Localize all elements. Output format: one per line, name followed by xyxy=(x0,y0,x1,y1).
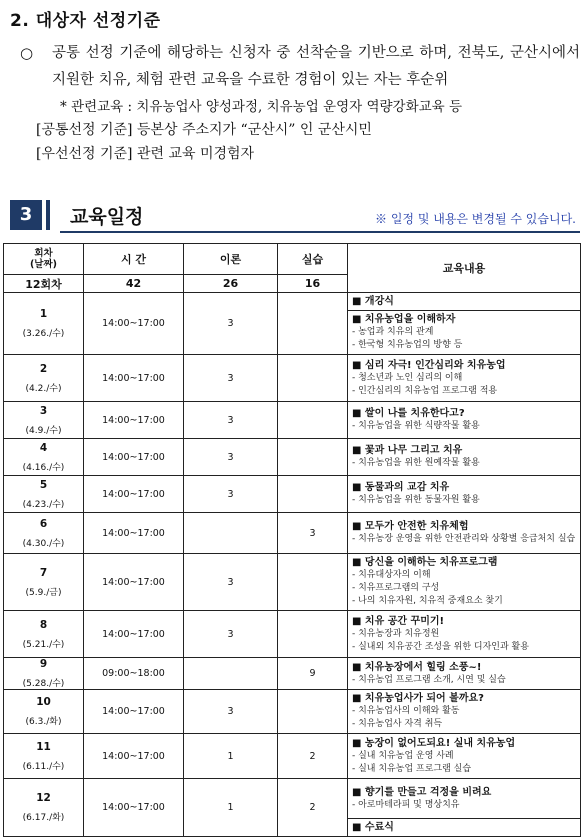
content-item: - 치유프로그램의 구성 xyxy=(352,583,440,593)
content-title: ■ 모두가 안전한 치유체험 xyxy=(352,521,469,532)
session-number: 10 xyxy=(36,696,51,708)
session-date: (5.28./수) xyxy=(22,679,65,689)
session-cell-3 xyxy=(4,402,84,439)
session-content xyxy=(348,554,581,611)
session-number: 6 xyxy=(39,517,48,530)
content-item: - 실내외 치유공간 조성을 위한 디자인과 활용 xyxy=(352,641,529,652)
header-time: 시 간 xyxy=(84,244,184,275)
session-date: (4.9./수) xyxy=(25,425,62,436)
section-number-badge: 3 xyxy=(10,200,42,230)
content-title: ■ 치유 공간 꾸미기! xyxy=(352,615,445,627)
session-number: 5 xyxy=(39,478,48,491)
session-date: (5.9./금) xyxy=(25,587,62,598)
session-theory xyxy=(184,513,278,554)
content-item: - 청소년과 노인 심리의 이해 xyxy=(352,372,463,383)
session-theory: 3 xyxy=(184,476,278,513)
session-time: 14:00~17:00 xyxy=(84,439,184,476)
session-practice xyxy=(278,355,348,402)
content-title: ■ 심리 자극! 인간심리와 치유농업 xyxy=(352,359,506,371)
content-item: - 치유농장과 치유정원 xyxy=(352,628,440,639)
session-date: (4.16./수) xyxy=(22,462,65,473)
session-theory xyxy=(184,658,278,690)
session-date: (6.11./수) xyxy=(22,761,65,772)
schedule-section-header xyxy=(0,198,584,234)
header-theory: 이론 xyxy=(184,244,278,275)
session-content xyxy=(348,513,581,554)
session-cell-7 xyxy=(4,554,84,611)
session-time: 14:00~17:00 xyxy=(84,554,184,611)
content-item: - 치유농업 프로그램 소개, 시연 및 실습 xyxy=(352,674,506,685)
session-time: 14:00~17:00 xyxy=(84,293,184,355)
content-title: ■ 치유농장에서 힐링 소풍~! xyxy=(352,661,482,673)
session-theory: 3 xyxy=(184,402,278,439)
session-date: (6.3./화) xyxy=(25,717,62,727)
related-education-note: * 관련교육 : 치유농업사 양성과정, 치유농업 운영자 역량강화교육 등 xyxy=(60,99,463,115)
content-title: ■ 쌀이 나를 치유한다고? xyxy=(352,408,465,419)
header-content: 교육내용 xyxy=(348,244,581,293)
content-item: - 농업과 치유의 관계 xyxy=(352,327,434,337)
session-content xyxy=(348,476,581,513)
session-practice: 9 xyxy=(278,658,348,690)
session-content xyxy=(348,439,581,476)
content-title: ■ 당신을 이해하는 치유프로그램 xyxy=(352,557,498,568)
session-practice xyxy=(278,293,348,355)
session-content xyxy=(348,611,581,658)
session-theory: 3 xyxy=(184,690,278,734)
session-number: 12 xyxy=(36,792,51,804)
session-number: 9 xyxy=(39,658,48,670)
session-content xyxy=(348,311,581,355)
session-number: 1 xyxy=(39,308,48,320)
opening-row xyxy=(4,293,581,311)
session-date: (4.30./수) xyxy=(22,538,65,549)
total-hours: 42 xyxy=(84,275,184,293)
session-date: (3.26./수) xyxy=(22,329,65,339)
session-practice xyxy=(278,476,348,513)
session-content xyxy=(348,734,581,779)
session-time: 14:00~17:00 xyxy=(84,402,184,439)
content-item: - 치유농업사의 이해와 활동 xyxy=(352,706,460,716)
session-cell-6 xyxy=(4,513,84,554)
session-time: 14:00~17:00 xyxy=(84,513,184,554)
session-content xyxy=(348,779,581,819)
session-date: (6.17./화) xyxy=(22,813,65,823)
session-cell-1 xyxy=(4,293,84,355)
header-practice: 실습 xyxy=(278,244,348,275)
total-practice: 16 xyxy=(278,275,348,293)
circle-bullet-icon: ○ xyxy=(20,44,34,62)
schedule-table xyxy=(3,243,581,837)
session-number: 3 xyxy=(39,404,48,417)
session-theory: 3 xyxy=(184,355,278,402)
content-item: - 아로마테라피 및 명상치유 xyxy=(352,799,460,810)
session-number: 11 xyxy=(36,740,51,753)
table-row xyxy=(4,658,581,690)
common-criteria: [공통선정 기준] 등본상 주소지가 “군산시” 인 군산시민 xyxy=(36,122,372,138)
session-time: 09:00~18:00 xyxy=(84,658,184,690)
content-title: ■ 꽃과 나무 그리고 치유 xyxy=(352,445,463,456)
session-content xyxy=(348,402,581,439)
opening-ceremony xyxy=(348,293,581,311)
session-time: 14:00~17:00 xyxy=(84,690,184,734)
session-number: 2 xyxy=(39,362,48,375)
session-content xyxy=(348,355,581,402)
session-content xyxy=(348,658,581,690)
table-row xyxy=(4,734,581,779)
session-practice xyxy=(278,611,348,658)
section-underline xyxy=(60,231,580,233)
content-item: - 치유농장 운영을 위한 안전관리와 상황별 응급처치 실습 xyxy=(352,534,576,544)
section-heading: 2. 대상자 선정기준 xyxy=(10,11,161,31)
session-time: 14:00~17:00 xyxy=(84,476,184,513)
session-theory: 3 xyxy=(184,439,278,476)
session-cell-9 xyxy=(4,658,84,690)
session-theory: 3 xyxy=(184,293,278,355)
session-theory: 1 xyxy=(184,779,278,837)
content-title: ■ 치유농업을 이해하자 xyxy=(352,314,456,325)
content-item: - 치유농업을 위한 동물자원 활용 xyxy=(352,495,480,505)
content-item: - 치유대상자의 이해 xyxy=(352,570,431,580)
closing-label: ■ 수료식 xyxy=(352,822,394,833)
section-title: 교육일정 xyxy=(70,206,144,228)
table-row xyxy=(4,554,581,611)
session-time: 14:00~17:00 xyxy=(84,611,184,658)
table-row xyxy=(4,476,581,513)
header-session: 회차 (날짜) xyxy=(4,244,84,275)
table-row xyxy=(4,439,581,476)
criteria-paragraph xyxy=(10,40,580,94)
session-time: 14:00~17:00 xyxy=(84,779,184,837)
table-row xyxy=(4,513,581,554)
content-item: - 실내 치유농업 운영 사례 xyxy=(352,750,454,761)
session-practice: 3 xyxy=(278,513,348,554)
content-title: ■ 향기를 만들고 걱정을 비려요 xyxy=(352,786,492,798)
session-cell-4 xyxy=(4,439,84,476)
content-title: ■ 동물과의 교감 치유 xyxy=(352,482,450,493)
session-number: 7 xyxy=(39,566,48,579)
table-row xyxy=(4,402,581,439)
table-row xyxy=(4,355,581,402)
session-practice xyxy=(278,690,348,734)
table-row xyxy=(4,611,581,658)
session-theory: 1 xyxy=(184,734,278,779)
session-date: (5.21./수) xyxy=(22,639,65,650)
content-title: ■ 치유농업사가 되어 볼까요? xyxy=(352,693,484,704)
content-item: - 실내 치유농업 프로그램 실습 xyxy=(352,763,472,774)
table-header-row xyxy=(4,244,581,275)
session-content xyxy=(348,690,581,734)
table-row xyxy=(4,690,581,734)
session-cell-11 xyxy=(4,734,84,779)
total-theory: 26 xyxy=(184,275,278,293)
priority-criteria: [우선선정 기준] 관련 교육 미경험자 xyxy=(36,146,255,162)
session-time: 14:00~17:00 xyxy=(84,734,184,779)
session-cell-5 xyxy=(4,476,84,513)
session-cell-10 xyxy=(4,690,84,734)
selection-criteria-section xyxy=(10,6,580,166)
session-cell-2 xyxy=(4,355,84,402)
criteria-text: 공통 선정 기준에 해당하는 신청자 중 선착순을 기반으로 하며, 전북도, 군산시에서 지원한 치유, 체험 관련 교육을 수료한 경험이 있는 자는 후순위 xyxy=(52,45,580,88)
content-item: - 인간심리의 치유농업 프로그램 적용 xyxy=(352,385,498,396)
session-practice xyxy=(278,439,348,476)
content-title: ■ 농장이 없어도되요! 실내 치유농업 xyxy=(352,737,516,749)
session-cell-12 xyxy=(4,779,84,837)
table-row xyxy=(4,779,581,819)
session-practice: 2 xyxy=(278,734,348,779)
session-theory: 3 xyxy=(184,554,278,611)
session-number: 8 xyxy=(39,618,48,631)
section-divider-bar xyxy=(46,200,50,230)
content-item: - 치유농업을 위한 식량작물 활용 xyxy=(352,421,480,431)
opening-label: ■ 개강식 xyxy=(352,296,394,307)
session-practice xyxy=(278,554,348,611)
session-theory: 3 xyxy=(184,611,278,658)
content-item: - 치유농업을 위한 원예작물 활용 xyxy=(352,458,480,468)
session-practice xyxy=(278,402,348,439)
closing-ceremony xyxy=(348,819,581,837)
session-cell-8 xyxy=(4,611,84,658)
total-sessions: 12회차 xyxy=(4,275,84,293)
schedule-change-notice: ※ 일정 및 내용은 변경될 수 있습니다. xyxy=(375,212,576,226)
session-date: (4.23./수) xyxy=(22,499,65,510)
session-number: 4 xyxy=(39,441,48,454)
session-practice: 2 xyxy=(278,779,348,837)
session-time: 14:00~17:00 xyxy=(84,355,184,402)
content-item: - 한국형 치유농업의 방향 등 xyxy=(352,340,463,350)
session-date: (4.2./수) xyxy=(25,383,62,394)
content-item: - 치유농업사 자격 취득 xyxy=(352,719,443,729)
content-item: - 나의 치유자원, 치유적 중재요소 찾기 xyxy=(352,596,503,606)
